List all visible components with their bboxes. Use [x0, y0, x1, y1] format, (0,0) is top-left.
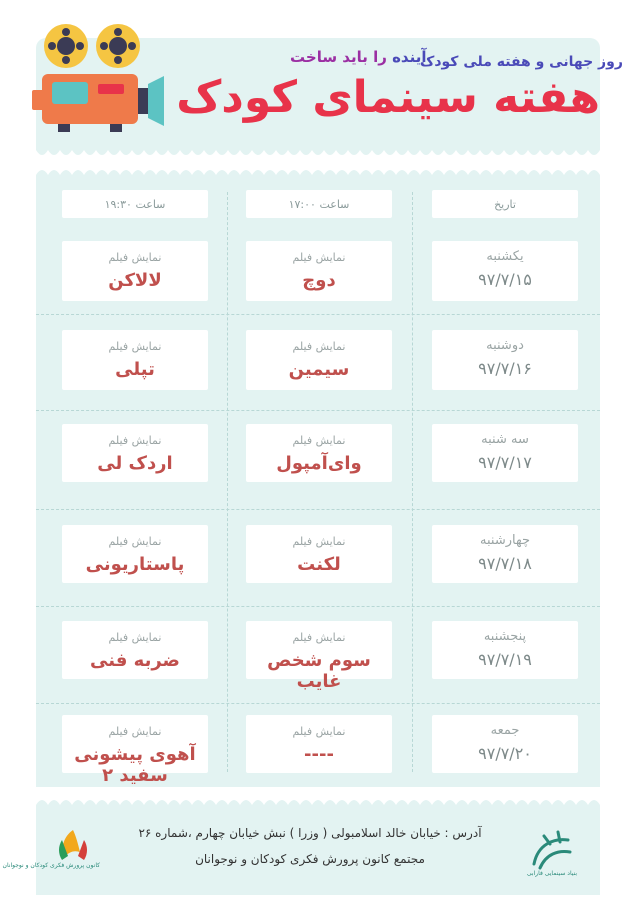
kanoon-logo-caption: کانون پرورش فکری کودکان و نوجوانان	[2, 862, 100, 869]
slogan-accent: آینده	[392, 48, 427, 66]
screening-cell-1930	[62, 424, 208, 482]
screening-cell-1930	[62, 525, 208, 583]
row-divider	[36, 314, 600, 315]
screening-label: نمایش فیلم	[108, 251, 162, 264]
day-name: یکشنبه	[486, 249, 524, 264]
date-cell	[432, 715, 578, 773]
column-divider	[412, 192, 413, 772]
screening-label: نمایش فیلم	[108, 725, 162, 738]
screening-cell-1700	[246, 715, 392, 773]
day-name: پنجشنبه	[483, 629, 527, 644]
column-header-1700: ساعت ۱۷:۰۰	[246, 190, 392, 218]
film-title: اردک لی	[97, 453, 173, 474]
date-cell	[432, 621, 578, 679]
header-subtitle: روز جهانی و هفته ملی کودک	[420, 54, 623, 70]
column-header-1930: ساعت ۱۹:۳۰	[62, 190, 208, 218]
film-title: تپلی	[115, 359, 155, 380]
footer-band	[2, 805, 600, 895]
header-scallop	[36, 148, 600, 162]
date-cell	[432, 241, 578, 301]
screening-label: نمایش فیلم	[292, 631, 346, 644]
film-title: ضربه فنی	[90, 650, 180, 671]
column-header-date: تاریخ	[432, 190, 578, 218]
date-cell	[432, 424, 578, 482]
screening-cell-1700	[246, 241, 392, 301]
screening-label: نمایش فیلم	[108, 340, 162, 353]
slogan-rest: را باید ساخت	[290, 48, 393, 66]
screening-cell-1930	[62, 621, 208, 679]
column-divider	[227, 192, 228, 772]
screening-label: نمایش فیلم	[292, 725, 346, 738]
date-value: ۹۷/۷/۱۸	[478, 554, 532, 573]
farabi-logo-caption: بنیاد سینمایی فارابی	[526, 870, 578, 877]
date-value: ۹۷/۷/۱۷	[478, 453, 532, 472]
page-title: هفته سینمای کودک	[176, 72, 600, 123]
date-cell	[432, 525, 578, 583]
screening-label: نمایش فیلم	[292, 535, 346, 548]
address-text: آدرس : خیابان خالد اسلامبولی ( وزرا ) نبش خیابان چهارم ،شماره ۲۶	[138, 826, 482, 840]
film-title: ----	[304, 744, 334, 765]
film-title: پاستاریونی	[85, 554, 185, 575]
screening-label: نمایش فیلم	[108, 434, 162, 447]
date-value: ۹۷/۷/۲۰	[478, 744, 532, 763]
date-value: ۹۷/۷/۱۶	[478, 359, 532, 378]
kanoon-logo-icon	[50, 826, 96, 882]
row-divider	[36, 410, 600, 411]
row-divider	[36, 509, 600, 510]
screening-cell-1700	[246, 424, 392, 482]
film-title: لکنت	[297, 554, 341, 575]
film-projector-icon	[28, 16, 168, 136]
row-divider	[36, 703, 600, 704]
screening-label: نمایش فیلم	[292, 251, 346, 264]
screening-cell-1930	[62, 330, 208, 390]
screening-cell-1700	[246, 330, 392, 390]
day-name: جمعه	[490, 723, 520, 738]
screening-label: نمایش فیلم	[292, 434, 346, 447]
screening-cell-1930	[62, 241, 208, 301]
date-value: ۹۷/۷/۱۹	[478, 650, 532, 669]
header-slogan	[290, 48, 427, 66]
film-title: لالاکن	[108, 270, 162, 291]
date-value: ۹۷/۷/۱۵	[478, 270, 532, 289]
day-name: سه شنبه	[481, 432, 529, 447]
screening-label: نمایش فیلم	[108, 535, 162, 548]
screening-cell-1700	[246, 621, 392, 692]
screening-label: نمایش فیلم	[292, 340, 346, 353]
screening-cell-1700	[246, 525, 392, 583]
screening-cell-1930	[62, 715, 208, 786]
row-divider	[36, 606, 600, 607]
date-cell	[432, 330, 578, 390]
film-title: دوچ	[302, 270, 336, 291]
film-title: سوم شخص غایب	[267, 650, 371, 692]
organization-text: مجتمع کانون پرورش فکری کودکان و نوجوانان	[195, 852, 425, 866]
screening-label: نمایش فیلم	[108, 631, 162, 644]
day-name: دوشنبه	[486, 338, 524, 353]
film-title: سیمین	[288, 359, 350, 380]
day-name: چهارشنبه	[480, 533, 530, 548]
film-title: آهوی پیشونی سفید ۲	[74, 744, 196, 786]
film-title: وای‌آمپول	[276, 453, 362, 474]
